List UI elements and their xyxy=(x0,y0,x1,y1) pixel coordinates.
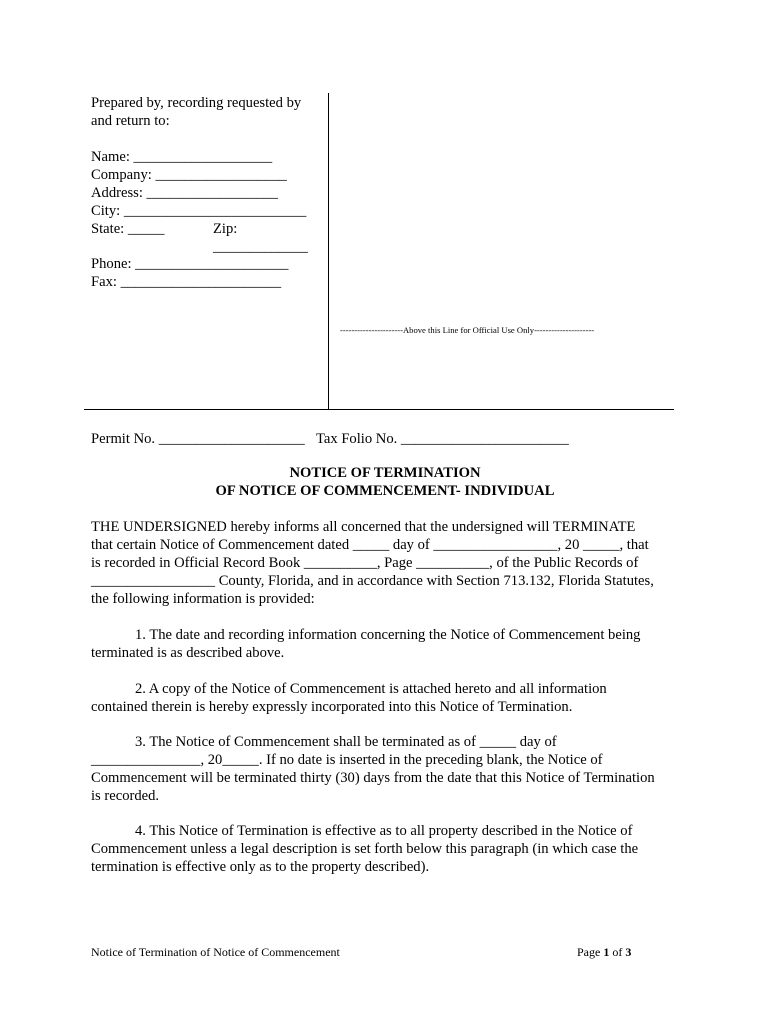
state-field: State: _____ xyxy=(91,221,165,237)
return-to-label: and return to: xyxy=(91,113,170,129)
zip-blank: _____________ xyxy=(213,239,308,255)
item-line: contained therein is hereby expressly incorporated into this Notice of Termination. xyxy=(91,699,573,715)
item-line: 1. The date and recording information concerning the Notice of Commencement being xyxy=(135,627,641,643)
intro-line: is recorded in Official Record Book __________, Page __________, of the Public Records of xyxy=(91,555,639,571)
item-line: 4. This Notice of Termination is effective as to all property described in the Notice of xyxy=(135,823,633,839)
footer-page-number xyxy=(577,945,631,960)
item-line: termination is effective only as to the property described). xyxy=(91,859,430,875)
page-total: 3 xyxy=(625,945,632,959)
phone-field: Phone: _____________________ xyxy=(91,256,289,272)
item-line: 2. A copy of the Notice of Commencement is attached hereto and all information xyxy=(135,681,607,697)
company-field: Company: __________________ xyxy=(91,167,287,183)
of-label: of xyxy=(612,945,623,959)
header-horizontal-divider xyxy=(84,409,674,410)
item-line: is recorded. xyxy=(91,788,160,804)
item-line: Commencement unless a legal description is set forth below this paragraph (in which case the xyxy=(91,841,639,857)
page-current: 1 xyxy=(603,945,610,959)
item-line: 3. The Notice of Commencement shall be terminated as of _____ day of xyxy=(135,734,557,750)
header-vertical-divider xyxy=(328,93,329,409)
zip-label: Zip: xyxy=(213,221,238,237)
item-2-paragraph xyxy=(91,680,681,716)
document-title-line2: OF NOTICE OF COMMENCEMENT- INDIVIDUAL xyxy=(215,483,555,499)
document-title-line1: NOTICE OF TERMINATION xyxy=(289,465,481,481)
item-1-paragraph xyxy=(91,626,681,662)
item-line: terminated is as described above. xyxy=(91,645,285,661)
permit-no-field: Permit No. ____________________ xyxy=(91,431,305,447)
intro-line: _________________ County, Florida, and in accordance with Section 713.132, Florida Statutes, xyxy=(91,573,654,589)
item-4-paragraph xyxy=(91,822,681,876)
footer-document-name: Notice of Termination of Notice of Commencement xyxy=(91,945,340,959)
intro-line: that certain Notice of Commencement dated _____ day of _________________, 20 _____, that xyxy=(91,537,649,553)
item-line: Commencement will be terminated thirty (30) days from the date that this Notice of Termination xyxy=(91,770,655,786)
intro-line: the following information is provided: xyxy=(91,591,315,607)
item-line: _______________, 20_____. If no date is inserted in the preceding blank, the Notice of xyxy=(91,752,603,768)
page-label: Page xyxy=(577,945,601,959)
intro-paragraph xyxy=(91,518,681,608)
city-field: City: _________________________ xyxy=(91,203,307,219)
name-field: Name: ___________________ xyxy=(91,149,273,165)
fax-field: Fax: ______________________ xyxy=(91,274,282,290)
official-use-line: ----------------------Above this Line for Official Use Only--------------------- xyxy=(340,325,595,335)
tax-folio-field: Tax Folio No. _______________________ xyxy=(316,431,569,447)
address-field: Address: __________________ xyxy=(91,185,278,201)
intro-line: THE UNDERSIGNED hereby informs all concerned that the undersigned will TERMINATE xyxy=(91,519,636,535)
prepared-by-label: Prepared by, recording requested by xyxy=(91,95,302,111)
item-3-paragraph xyxy=(91,733,681,805)
